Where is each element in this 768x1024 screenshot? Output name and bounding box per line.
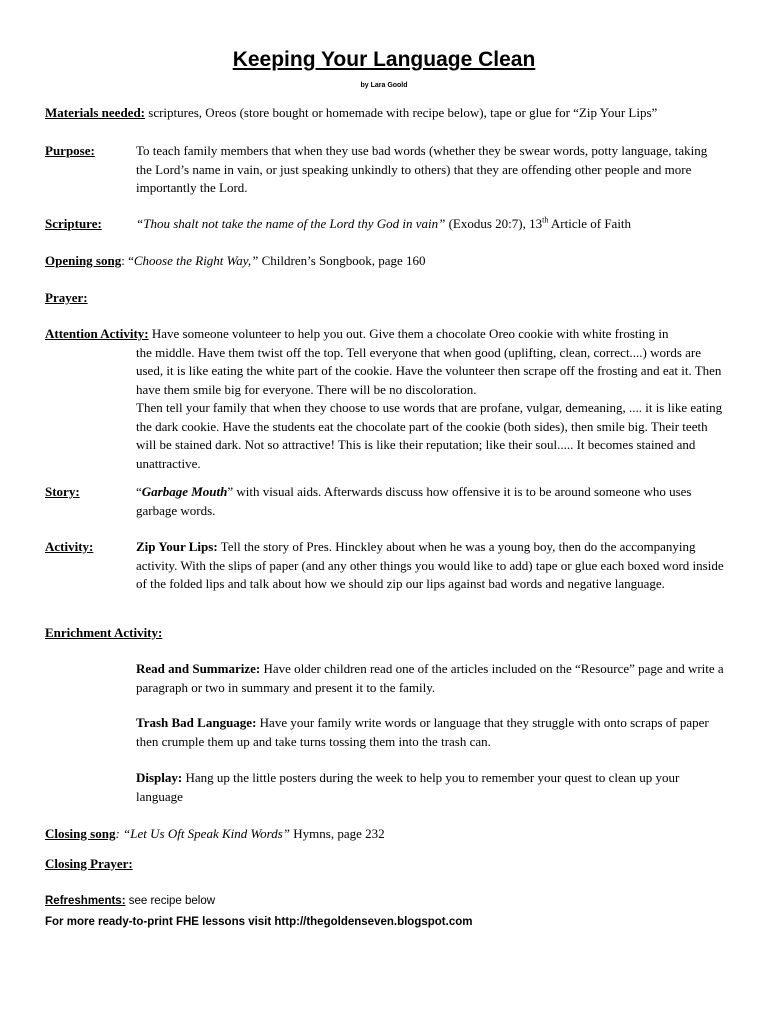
- enrichment-label: Enrichment Activity:: [45, 625, 163, 640]
- story-text: “Garbage Mouth” with visual aids. Afterwards discuss how offensive it is to be around someone who uses garbage words.: [136, 484, 692, 518]
- attention-paragraph: Then tell your family that when they choose to use words that are profane, vulgar, demeaning, .... it is like eating the dark cookie. Have the students eat the chocolate part of the cookie (both sides), then smile big. Their teeth will be stained dark. Not so attractive! This is like their reputation; like their soul..... It becomes stained and unattractive.: [136, 400, 723, 471]
- more-lessons-link[interactable]: For more ready-to-print FHE lessons visit http://thegoldenseven.blogspot.com: [45, 916, 473, 928]
- enrichment-item-name: Display:: [136, 770, 183, 785]
- enrichment-item-name: Read and Summarize:: [136, 661, 261, 676]
- materials-section: [45, 104, 657, 123]
- attention-paragraph: the middle. Have them twist off the top. Tell everyone that when good (uplifting, clean, correct....) words are used, it is like eating the white part of the cookie. Have the volunteer then scrape off the frosting and eat it. Then have them smile big for everyone. There will be no discoloration.: [136, 344, 722, 397]
- scripture-quote: “Thou shalt not take the name of the Lord thy God in vain”: [136, 216, 446, 231]
- closing-prayer-label: Closing Prayer:: [45, 856, 133, 871]
- purpose-text: To teach family members that when they use bad words (whether they be swear words, potty language, taking the Lord’s name in vain, or just speaking unkindly to others) that they are offending other people and more importantly the Lord.: [136, 143, 708, 195]
- document-title: Keeping Your Language Clean: [232, 48, 536, 71]
- scripture-text: [136, 215, 726, 234]
- refreshments-section: [45, 892, 215, 910]
- closing-song-title: : “Let Us Oft Speak Kind Words”: [115, 826, 291, 841]
- enrichment-item: Trash Bad Language: Have your family write words or language that they struggle with onto scraps of paper then crumple them up and take turns tossing them into the trash can.: [136, 715, 709, 749]
- purpose-label: Purpose:: [45, 143, 95, 158]
- attention-label: Attention Activity:: [45, 326, 149, 341]
- refreshments-label: Refreshments:: [45, 895, 126, 907]
- materials-text: scriptures, Oreos (store bought or homemade with recipe below), tape or glue for “Zip Your Lips”: [148, 105, 658, 120]
- opening-song-section: Opening song: “Choose the Right Way,” Children’s Songbook, page 160: [45, 253, 426, 268]
- opening-song-title: Choose the Right Way,”: [133, 253, 259, 268]
- prayer-label: Prayer:: [45, 290, 88, 305]
- enrichment-item: Read and Summarize: Have older children read one of the articles included on the “Resource” page and write a paragraph or two in summary and present it to the family.: [136, 661, 724, 695]
- story-label: Story:: [45, 484, 80, 499]
- closing-song-ref: Hymns, page 232: [290, 826, 385, 841]
- closing-song-section: [45, 825, 385, 844]
- opening-song-label: Opening song: [45, 253, 122, 268]
- attention-first-line: Attention Activity: Have someone volunteer to help you out. Give them a chocolate Oreo cookie with white frosting in: [45, 326, 669, 341]
- activity-label: Activity:: [45, 539, 94, 554]
- refreshments-text: see recipe below: [125, 895, 216, 907]
- opening-song-ref: Children’s Songbook, page 160: [258, 253, 426, 268]
- byline: by Lara Goold: [360, 82, 408, 89]
- closing-song-label: Closing song: [45, 826, 116, 841]
- activity-text: Zip Your Lips: Tell the story of Pres. Hinckley about when he was a young boy, then do the accompanying activity. With the slips of paper (and any other things you would like to add) tape or glue each boxed word inside of the folded lips and talk about how we should zip our lips against bad words and negative language.: [136, 539, 724, 591]
- enrichment-item-name: Trash Bad Language:: [136, 715, 257, 730]
- activity-name: Zip Your Lips:: [136, 539, 218, 554]
- enrichment-item: Display: Hang up the little posters during the week to help you to remember your quest to clean up your language: [136, 770, 680, 804]
- scripture-ref: (Exodus 20:7), 13th Article of Faith: [448, 215, 632, 231]
- materials-label: Materials needed:: [45, 105, 146, 120]
- scripture-label: Scripture:: [45, 216, 102, 231]
- story-title: Garbage Mouth: [141, 484, 228, 499]
- attention-text: [136, 344, 726, 474]
